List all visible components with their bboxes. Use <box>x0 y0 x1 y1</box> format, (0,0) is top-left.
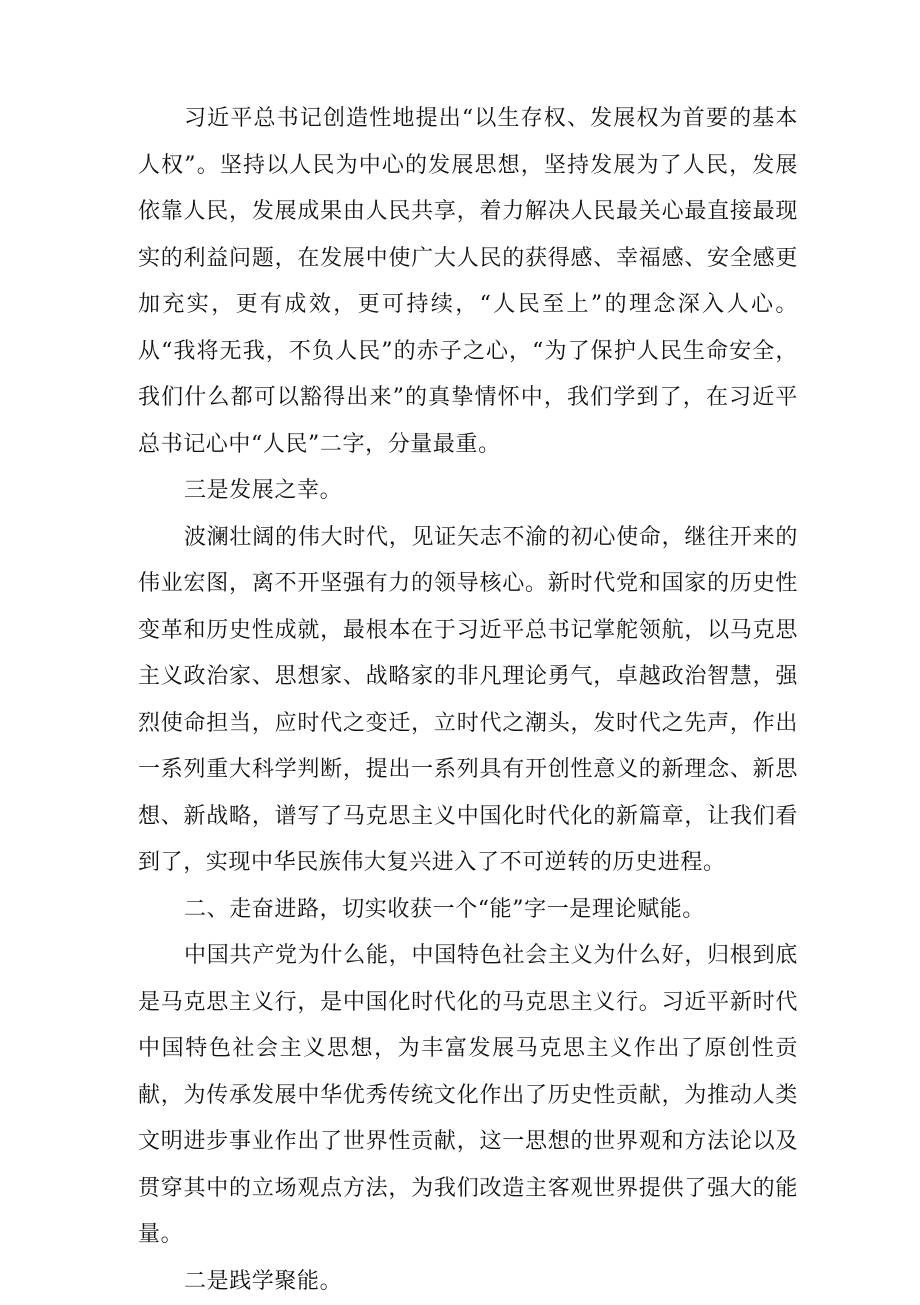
paragraph-marxism: 中国共产党为什么能，中国特色社会主义为什么好，归根到底是马克思主义行，是中国化时代化的马克思主义行。习近平新时代中国特色社会主义思想，为丰富发展马克思主义作出了原创性贡献，为传承发展中华优秀传统文化作出了历史性贡献，为推动人类文明进步事业作出了世界性贡献，这一思想的世界观和方法论以及贯穿其中的立场观点方法，为我们改造主客观世界提供了强大的能量。 <box>138 933 798 1259</box>
heading-development: 三是发展之幸。 <box>138 468 798 515</box>
paragraph-people-first: 习近平总书记创造性地提出“以生存权、发展权为首要的基本人权”。坚持以人民为中心的发展思想，坚持发展为了人民，发展依靠人民，发展成果由人民共享，着力解决人民最关心最直接最现实的利益问题，在发展中使广大人民的获得感、幸福感、安全感更加充实，更有成效，更可持续，“人民至上”的理念深入人心。从“我将无我，不负人民”的赤子之心，“为了保护人民生命安全，我们什么都可以豁得出来”的真挚情怀中，我们学到了，在习近平总书记心中“人民”二字，分量最重。 <box>138 96 798 468</box>
document-body <box>138 96 798 1305</box>
heading-section-two: 二、走奋进路，切实收获一个“能”字一是理论赋能。 <box>138 887 798 934</box>
paragraph-great-era: 波澜壮阔的伟大时代，见证矢志不渝的初心使命，继往开来的伟业宏图，离不开坚强有力的领导核心。新时代党和国家的历史性变革和历史性成就，最根本在于习近平总书记掌舵领航，以马克思主义政治家、思想家、战略家的非凡理论勇气，卓越政治智慧，强烈使命担当，应时代之变迁，立时代之潮头，发时代之先声，作出一系列重大科学判断，提出一系列具有开创性意义的新理念、新思想、新战略，谱写了马克思主义中国化时代化的新篇章，让我们看到了，实现中华民族伟大复兴进入了不可逆转的历史进程。 <box>138 515 798 887</box>
heading-practice: 二是践学聚能。 <box>138 1259 798 1305</box>
